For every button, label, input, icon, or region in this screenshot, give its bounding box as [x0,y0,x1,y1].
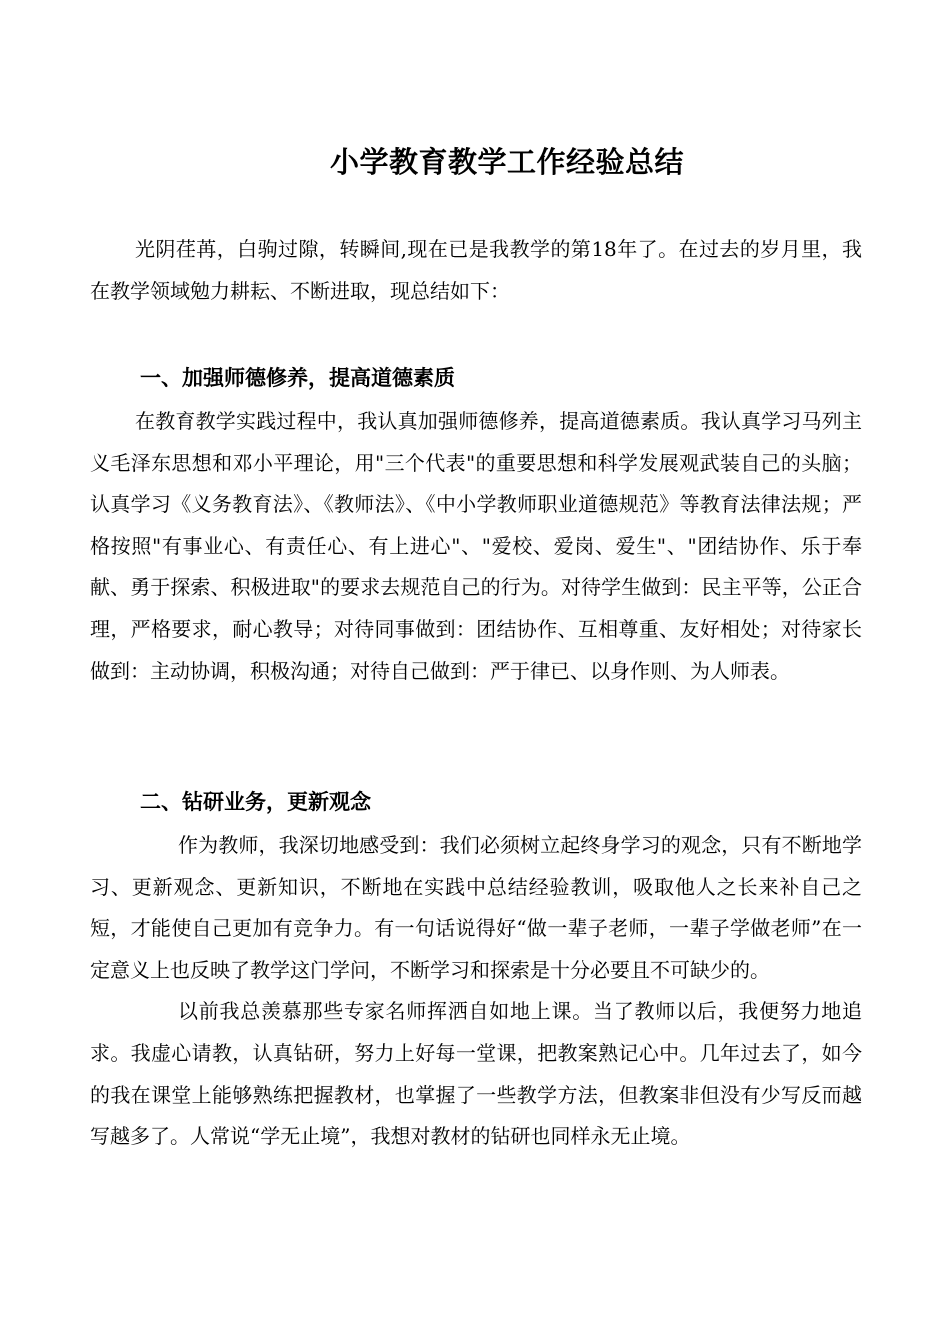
section-1-paragraph-1: 在教育教学实践过程中，我认真加强师德修养，提高道德素质。我认真学习马列主义毛泽东思想和邓小平理论，用"三个代表"的重要思想和科学发展观武装自己的头脑；认真学习《义务教育法》、《教师法》、《中小学教师职业道德规范》等教育法律法规；严格按照"有事业心、有责任心、有上进心"、"爱校、爱岗、爱生"、"团结协作、乐于奉献、勇于探索、积极进取"的要求去规范自己的行为。对待学生做到：民主平等，公正合理，严格要求，耐心教导；对待同事做到：团结协作、互相尊重、友好相处；对待家长做到：主动协调，积极沟通；对待自己做到：严于律已、以身作则、为人师表。 [90,409,862,683]
section-1-heading: 一、加强师德修养，提高道德素质 [140,365,455,390]
intro-block [90,229,862,312]
section-1-body [90,401,862,692]
section-2-paragraph-1: 作为教师，我深切地感受到：我们必须树立起终身学习的观念，只有不断地学习、更新观念、更新知识，不断地在实践中总结经验教训，吸取他人之长来补自己之短，才能使自己更加有竞争力。有一句话说得好“做一辈子老师，一辈子学做老师”在一定意义上也反映了教学这门学问，不断学习和探索是十分必要且不可缺少的。 [90,833,862,982]
intro-paragraph: 光阴荏苒，白驹过隙，转瞬间,现在已是我教学的第18年了。在过去的岁月里，我在教学领域勉力耕耘、不断进取，现总结如下： [90,237,862,303]
section-2-paragraph-2: 以前我总羡慕那些专家名师挥洒自如地上课。当了教师以后，我便努力地追求。我虚心请教，认真钻研，努力上好每一堂课，把教案熟记心中。几年过去了，如今的我在课堂上能够熟练把握教材，也掌握了一些教学方法，但教案非但没有少写反而越写越多了。人常说“学无止境”，我想对教材的钻研也同样永无止境。 [90,999,862,1149]
section-2-heading: 二、钻研业务，更新观念 [140,789,371,814]
section-2-body [90,825,862,1158]
document-title: 小学教育教学工作经验总结 [329,145,684,179]
